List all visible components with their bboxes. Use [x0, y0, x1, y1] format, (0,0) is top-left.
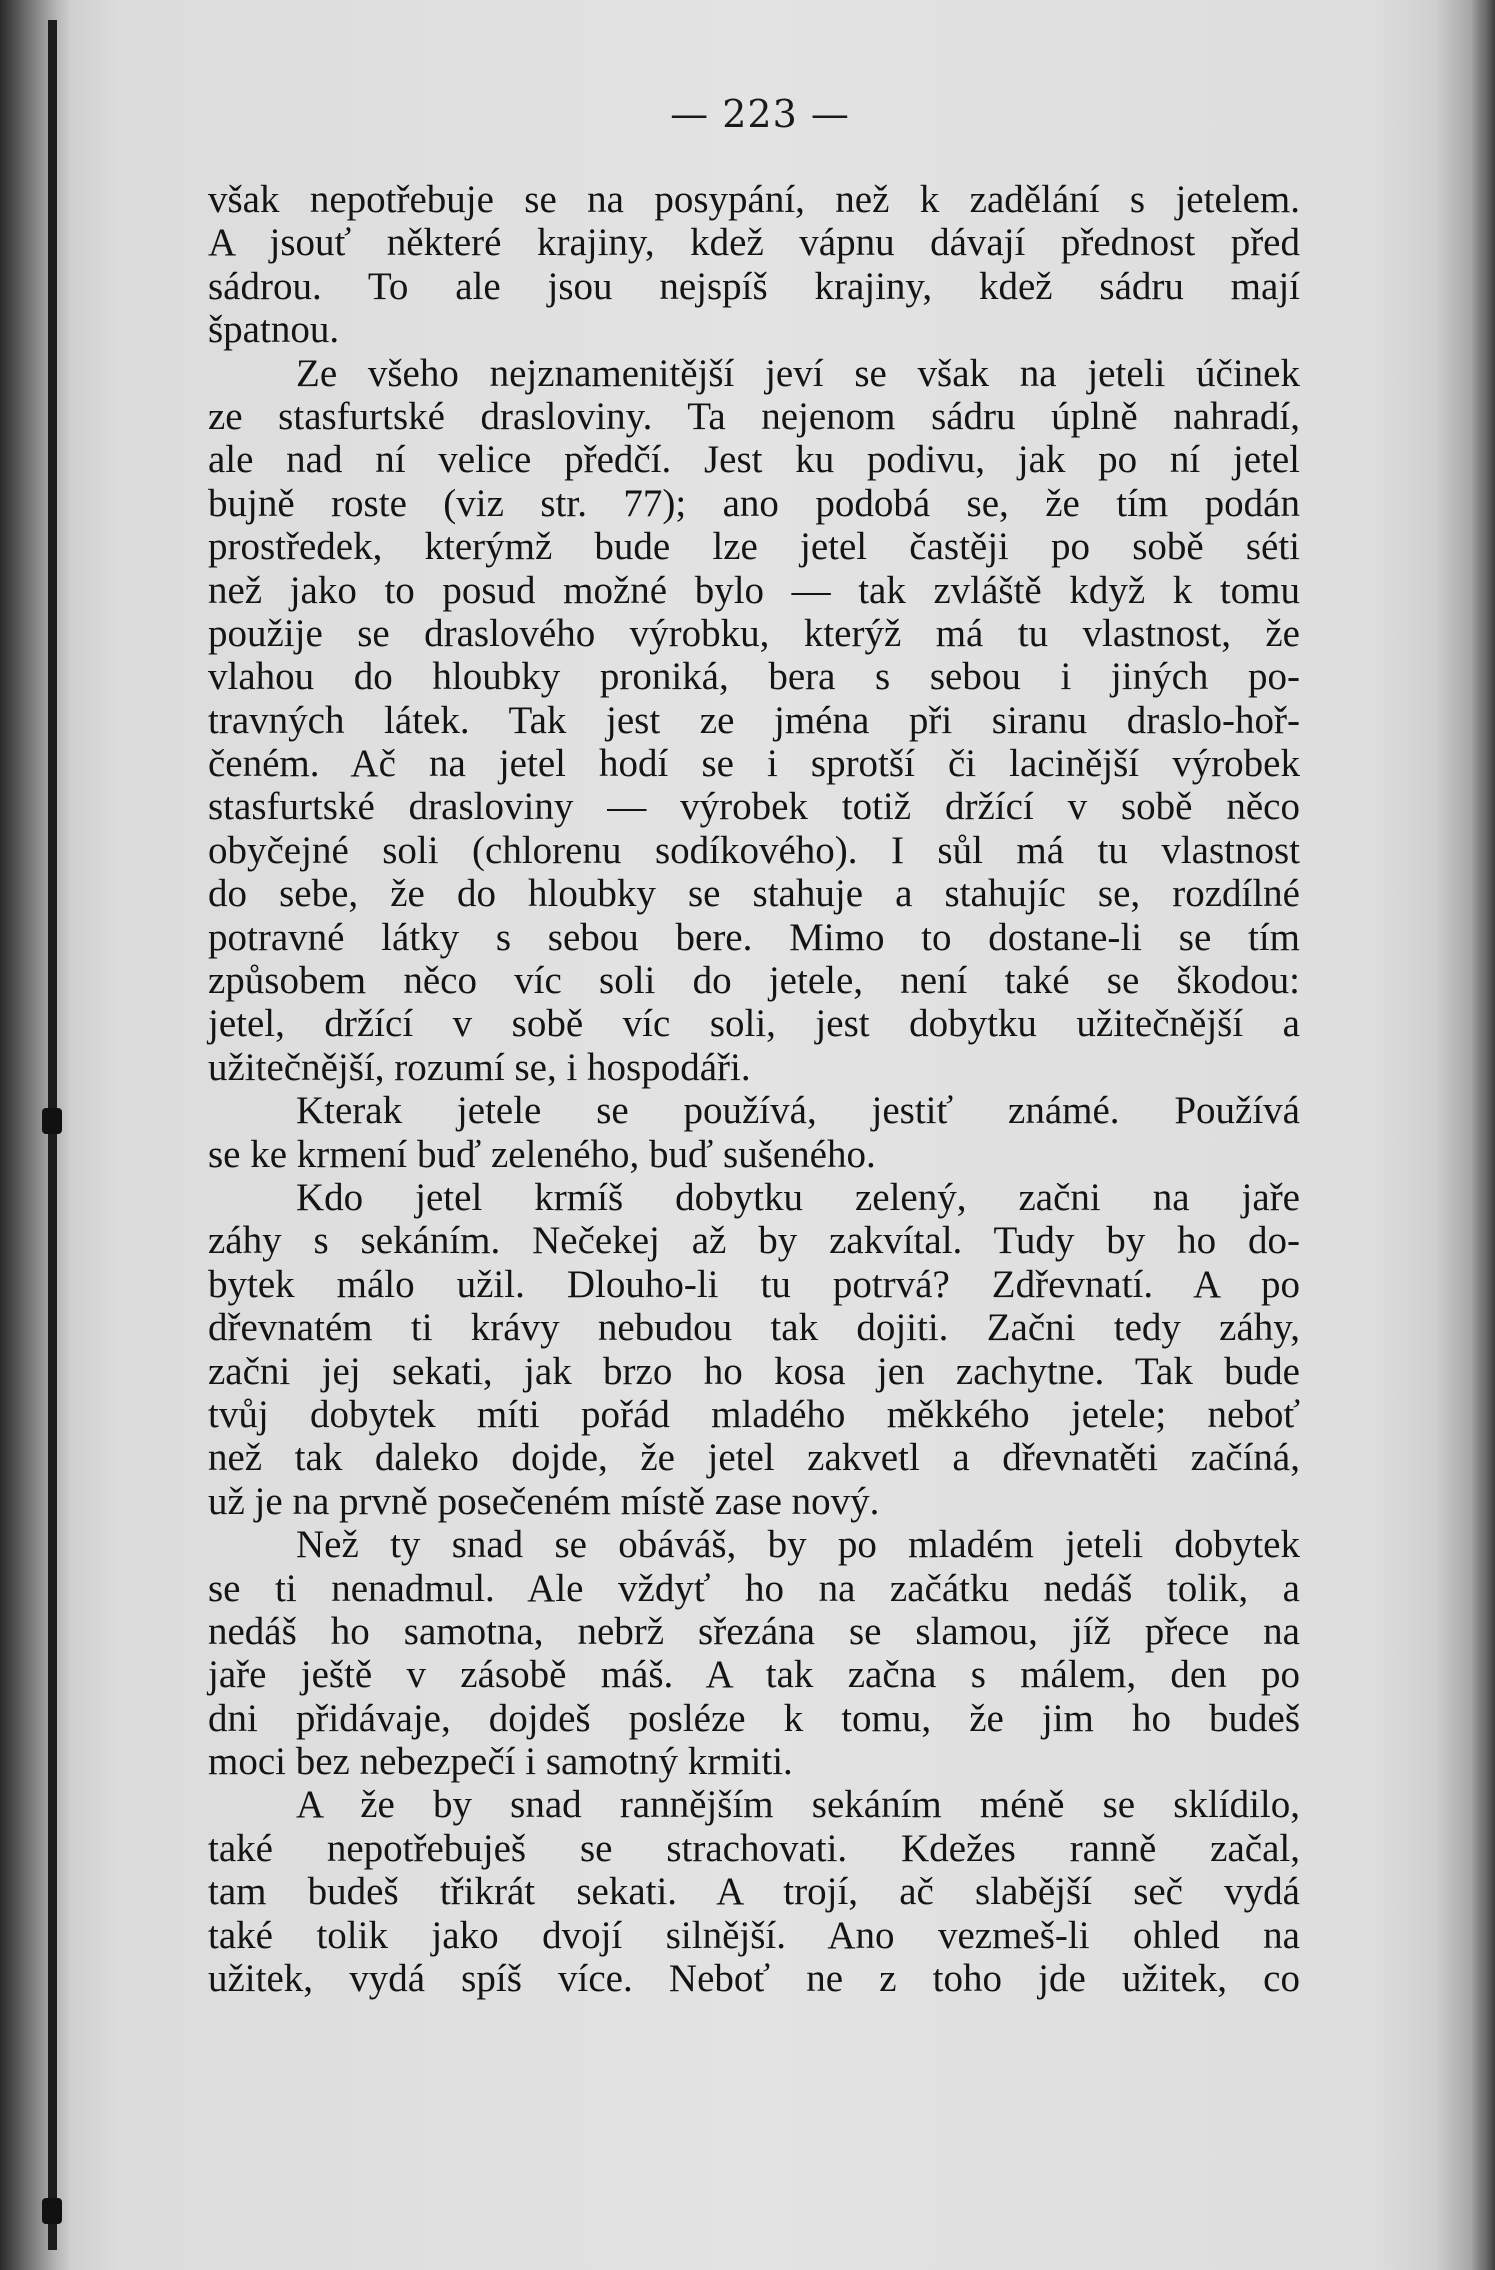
text-line: se ti nenadmul. Ale vždyť ho na začátku nedáš tolik, a — [208, 1566, 1300, 1610]
text-line: bujně roste (viz str. 77); ano podobá se, že tím podán — [208, 481, 1300, 525]
text-line: způsobem něco víc soli do jetele, není také se škodou: — [208, 959, 1300, 1003]
text-line: jetel, držící v sobě víc soli, jest dobytku užitečnější a — [208, 1002, 1300, 1046]
text-line: tam budeš třikrát sekati. A trojí, ač slabější seč vydá — [208, 1870, 1300, 1914]
binding-thread — [48, 20, 57, 2250]
text-line: A jsouť některé krajiny, kdež vápnu dávají přednost před — [208, 221, 1300, 265]
page-right-edge — [1471, 0, 1495, 2270]
text-line: sádrou. To ale jsou nejspíš krajiny, kdež sádru mají — [208, 264, 1300, 308]
text-line: čeném. Ač na jetel hodí se i sprotší či lacinější výrobek — [208, 742, 1300, 786]
page-binding-edge — [0, 0, 70, 2270]
page-number: — 223 — — [670, 92, 850, 136]
text-line: však nepotřebuje se na posypání, než k zadělání s jetelem. — [208, 178, 1300, 221]
text-line: travných látek. Tak jest ze jména při siranu draslo-hoř- — [208, 698, 1300, 742]
text-line: dřevnatém ti krávy nebudou tak dojiti. Začni tedy záhy, — [208, 1306, 1300, 1350]
text-line: obyčejné soli (chlorenu sodíkového). I sůl má tu vlastnost — [208, 828, 1300, 872]
text-line: do sebe, že do hloubky se stahuje a stahujíc se, rozdílné — [208, 872, 1300, 916]
text-line: ze stasfurtské drasloviny. Ta nejenom sádru úplně nahradí, — [208, 394, 1300, 438]
text-line: tvůj dobytek míti pořád mladého měkkého jetele; neboť — [208, 1392, 1300, 1436]
text-line: ale nad ní velice předčí. Jest ku podivu, jak po ní jetel — [208, 438, 1300, 482]
binding-knot-upper — [42, 1108, 62, 1134]
text-line: A že by snad rannějším sekáním méně se sklídilo, — [296, 1783, 1300, 1827]
text-line: Ze všeho nejznamenitější jeví se však na jeteli účinek — [296, 351, 1300, 395]
text-line: záhy s sekáním. Nečekej až by zakvítal. Tudy by ho do- — [208, 1219, 1300, 1263]
text-line: také tolik jako dvojí silnější. Ano vezmeš-li ohled na — [208, 1913, 1300, 1957]
text-line: než tak daleko dojde, že jetel zakvetl a dřevnatěti začíná, — [208, 1436, 1300, 1480]
text-line: se ke krmení buď zeleného, buď sušeného. — [208, 1132, 876, 1176]
text-line: dni přidávaje, dojdeš posléze k tomu, že jim ho budeš — [208, 1696, 1300, 1740]
text-line: prostředek, kterýmž bude lze jetel častěji po sobě séti — [208, 525, 1300, 569]
text-line: Kterak jetele se používá, jestiť známé. Používá — [296, 1089, 1300, 1133]
text-line: Než ty snad se obáváš, by po mladém jeteli dobytek — [296, 1523, 1300, 1567]
text-line: jaře ještě v zásobě máš. A tak začna s málem, den po — [208, 1653, 1300, 1697]
text-line: bytek málo užil. Dlouho-li tu potrvá? Zdřevnatí. A po — [208, 1262, 1300, 1306]
text-line: moci bez nebezpečí i samotný krmiti. — [208, 1740, 793, 1784]
text-line: než jako to posud možné bylo — tak zvláště když k tomu — [208, 568, 1300, 612]
text-line: potravné látky s sebou bere. Mimo to dostane-li se tím — [208, 915, 1300, 959]
text-line: nedáš ho samotna, nebrž sřezána se slamou, jíž přece na — [208, 1609, 1300, 1653]
text-line: vlahou do hloubky proniká, bera s sebou i jiných po- — [208, 655, 1300, 699]
text-line: špatnou. — [208, 308, 340, 352]
text-line: začni jej sekati, jak brzo ho kosa jen zachytne. Tak bude — [208, 1349, 1300, 1393]
text-line: Kdo jetel krmíš dobytku zelený, začni na jaře — [296, 1175, 1300, 1219]
text-line: užitek, vydá spíš více. Neboť ne z toho jde užitek, co — [208, 1957, 1300, 2001]
text-line: stasfurtské drasloviny — výrobek totiž držící v sobě něco — [208, 785, 1300, 829]
text-line: užitečnější, rozumí se, i hospodáři. — [208, 1045, 751, 1089]
page-text-body — [208, 178, 1300, 2000]
binding-knot-lower — [42, 2198, 62, 2224]
text-line: také nepotřebuješ se strachovati. Kdežes ranně začal, — [208, 1826, 1300, 1870]
text-line: už je na prvně posečeném místě zase nový. — [208, 1479, 880, 1523]
text-line: použije se draslového výrobku, kterýž má tu vlastnost, že — [208, 611, 1300, 655]
